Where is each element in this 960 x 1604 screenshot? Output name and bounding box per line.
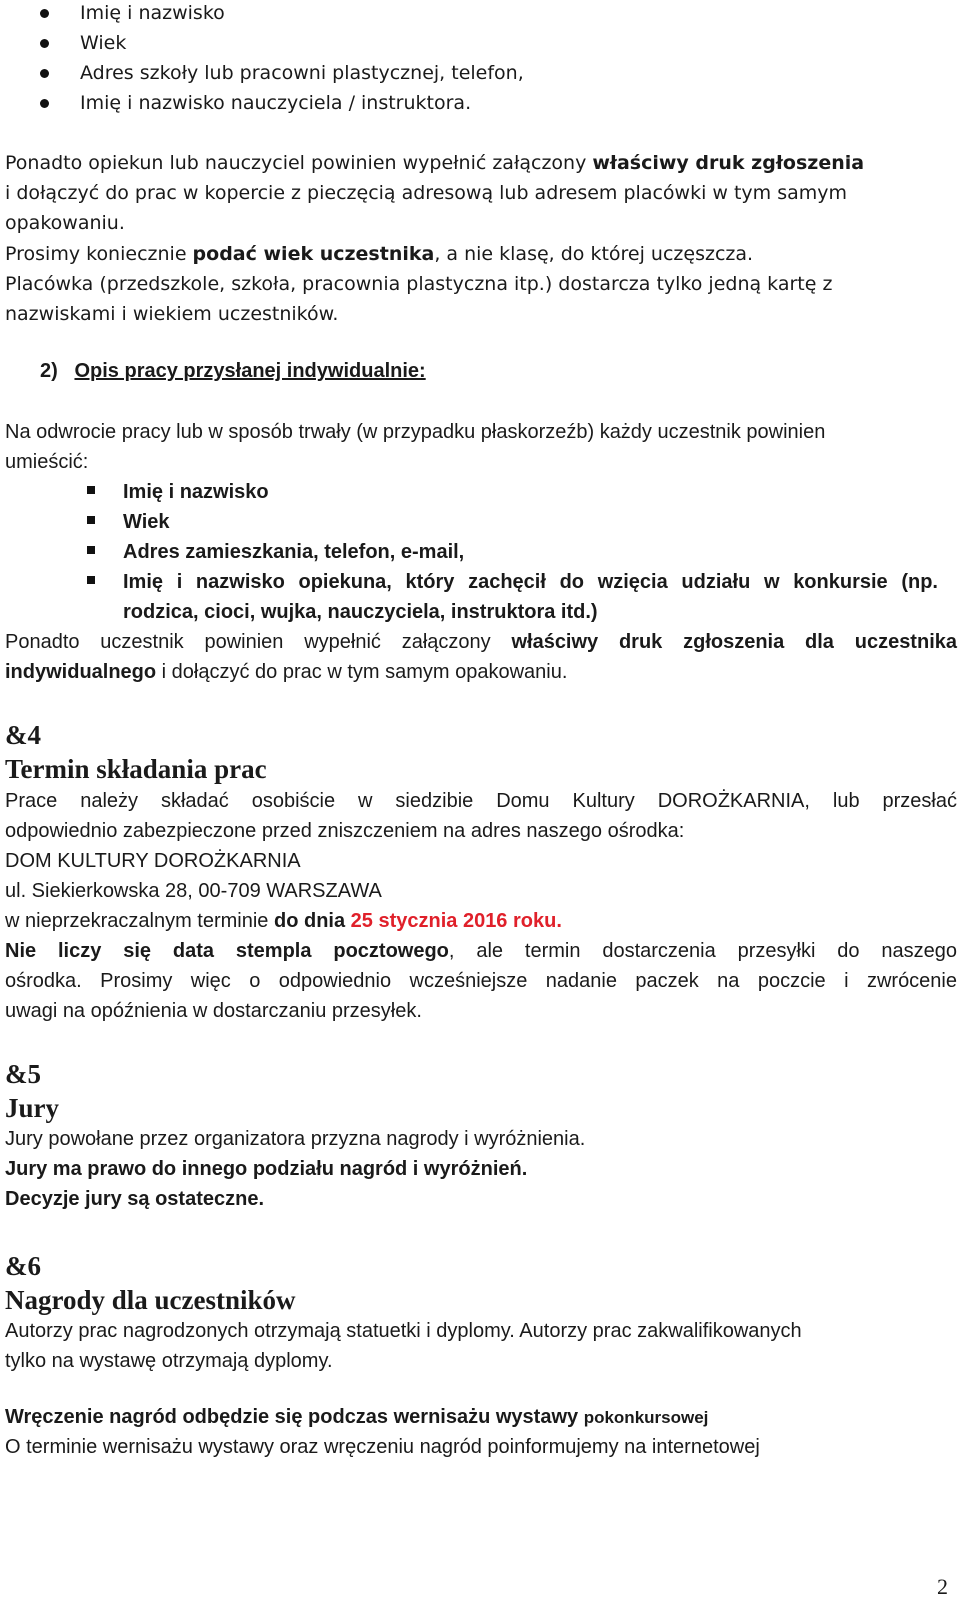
paragraph-line: O terminie wernisażu wystawy oraz wręczeniu nagród poinformujemy na internetowej [5, 1436, 760, 1458]
page-number: 2 [937, 1574, 948, 1599]
section-heading: 2) Opis pracy przysłanej indywidualnie: [40, 360, 426, 382]
paragraph-line: Prosimy koniecznie podać wiek uczestnika, a nie klasę, do której uczęszcza. [5, 243, 754, 265]
deadline-line: w nieprzekraczalnym terminie do dnia 25 stycznia 2016 roku. [5, 910, 562, 932]
paragraph-line: Ponadto uczestnik powinien wypełnić załączony właściwy druk zgłoszenia dla uczestnika [5, 631, 957, 653]
section-number: &4 [5, 720, 41, 750]
paragraph-line: Ponadto opiekun lub nauczyciel powinien wypełnić załączony właściwy druk zgłoszenia [5, 152, 865, 174]
paragraph-line: odpowiednio zabezpieczone przed zniszczeniem na adres naszego ośrodka: [5, 820, 685, 842]
paragraph-line: opakowaniu. [5, 212, 125, 234]
bullet-square [87, 486, 95, 494]
address-line: ul. Siekierkowska 28, 00-709 WARSZAWA [5, 880, 382, 902]
list-item: Adres szkoły lub pracowni plastycznej, telefon, [80, 62, 524, 84]
list-item: Imię i nazwisko [80, 2, 225, 24]
paragraph-line: umieścić: [5, 451, 89, 473]
section-title: Jury [5, 1093, 59, 1123]
bullet-dot [40, 9, 49, 18]
list-item-continuation: rodzica, cioci, wujka, nauczyciela, instruktora itd.) [123, 601, 598, 623]
paragraph-line: i dołączyć do prac w kopercie z pieczęcią adresową lub adresem placówki w tym samym [5, 182, 848, 204]
list-item: Imię i nazwisko opiekuna, który zachęcił do wzięcia udziału w konkursie (np. [123, 571, 938, 593]
paragraph-line: Wręczenie nagród odbędzie się podczas wernisażu wystawy pokonkursowej [5, 1406, 709, 1428]
list-item: Imię i nazwisko nauczyciela / instruktora. [80, 92, 472, 114]
paragraph-line: Na odwrocie pracy lub w sposób trwały (w przypadku płaskorzeźb) każdy uczestnik powinien [5, 421, 826, 443]
bullet-dot [40, 69, 49, 78]
address-line: DOM KULTURY DOROŻKARNIA [5, 850, 301, 872]
section-number: &6 [5, 1251, 41, 1281]
paragraph-line: Nie liczy się data stempla pocztowego, ale termin dostarczenia przesyłki do naszego [5, 940, 957, 962]
paragraph-line: ośrodka. Prosimy więc o odpowiednio wcześniejsze nadanie paczek na poczcie i zwrócenie [5, 970, 957, 992]
bullet-dot [40, 99, 49, 108]
paragraph-line: Jury ma prawo do innego podziału nagród i wyróżnień. [5, 1158, 528, 1180]
bullet-square [87, 516, 95, 524]
list-item: Adres zamieszkania, telefon, e-mail, [123, 541, 465, 563]
paragraph-line: Placówka (przedszkole, szkoła, pracownia plastyczna itp.) dostarcza tylko jedną kartę z [5, 273, 833, 295]
paragraph-line: nazwiskami i wiekiem uczestników. [5, 303, 339, 325]
paragraph-line: tylko na wystawę otrzymają dyplomy. [5, 1350, 333, 1372]
section-title: Termin składania prac [5, 754, 267, 784]
paragraph-line: Autorzy prac nagrodzonych otrzymają statuetki i dyplomy. Autorzy prac zakwalifikowanych [5, 1320, 802, 1342]
paragraph-line: Prace należy składać osobiście w siedzibie Domu Kultury DOROŻKARNIA, lub przesłać [5, 790, 957, 812]
section-title: Nagrody dla uczestników [5, 1285, 296, 1315]
list-item: Imię i nazwisko [123, 481, 269, 503]
bullet-dot [40, 39, 49, 48]
paragraph-line: uwagi na opóźnienia w dostarczaniu przesyłek. [5, 1000, 422, 1022]
list-item: Wiek [80, 32, 127, 54]
list-item: Wiek [123, 511, 170, 533]
paragraph-line: Jury powołane przez organizatora przyzna nagrody i wyróżnienia. [5, 1128, 586, 1150]
section-number: &5 [5, 1059, 41, 1089]
bullet-square [87, 546, 95, 554]
paragraph-line: Decyzje jury są ostateczne. [5, 1188, 265, 1210]
paragraph-line: indywidualnego i dołączyć do prac w tym samym opakowaniu. [5, 661, 568, 683]
bullet-square [87, 576, 95, 584]
